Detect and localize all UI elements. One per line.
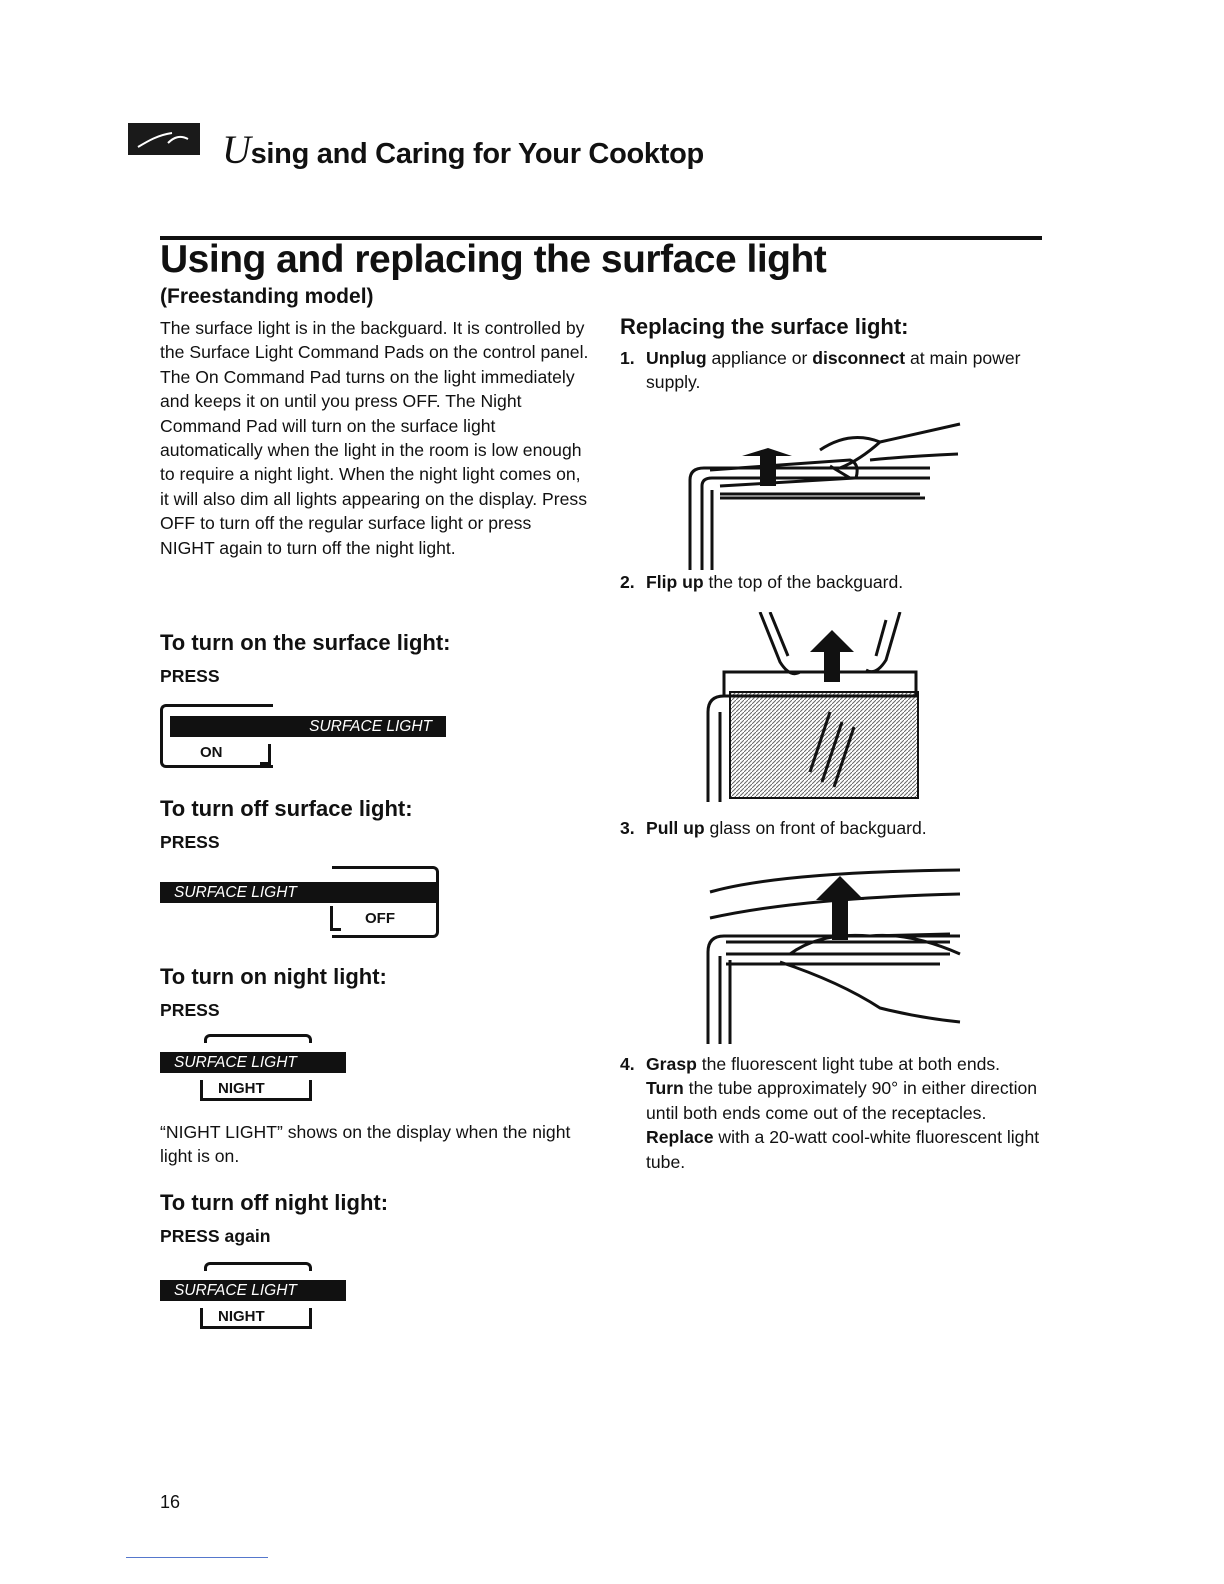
surface-light-off-pad[interactable] [160,866,444,938]
night-key: NIGHT [218,1080,265,1097]
step-2: 2. Flip up the top of the backguard. [620,572,904,592]
turn-on-heading: To turn on the surface light: [160,630,451,655]
page-number: 16 [160,1492,181,1512]
backguard-flip-illustration [700,612,930,802]
night-off-press: PRESS again [160,1226,271,1246]
step-4: 4. Grasp the fluorescent light tube at both ends. Turn the tube approximately 90° in either direction until both ends come out of the receptacles. Replace with a 20-watt cool-white fluorescent light tube. [620,1054,1040,1172]
section-title: Using and Caring for Your Cooktop [222,127,704,172]
pad-label: SURFACE LIGHT [160,1280,346,1301]
surface-light-night-off-pad[interactable] [160,1262,360,1336]
backguard-lift-illustration [680,420,970,570]
glass-pull-illustration [700,862,970,1044]
footer-line [126,1557,268,1558]
turn-off-press: PRESS [160,832,220,852]
step-3: 3. Pull up glass on front of backguard. [620,818,927,838]
pad-label: SURFACE LIGHT [160,1052,346,1073]
night-key: NIGHT [218,1308,265,1325]
on-key: ON [200,744,223,761]
turn-on-press: PRESS [160,666,220,686]
surface-light-on-pad[interactable] [160,704,450,768]
night-on-press: PRESS [160,1000,220,1020]
surface-light-night-pad[interactable] [160,1034,360,1106]
pad-bracket-right [260,744,271,765]
pad-bracket-left [330,906,341,931]
replacing-heading: Replacing the surface light: [620,314,909,339]
pad-bracket-top [204,1262,312,1271]
pad-bracket-top [204,1034,312,1043]
page-subtitle: (Freestanding model) [160,285,374,308]
night-on-heading: To turn on night light: [160,964,387,989]
intro-paragraph: The surface light is in the backguard. It is controlled by the Surface Light Command Pads on the control panel. The On Command Pad turns on the light immediately and keeps it on until you press OFF. The Night Command Pad will turn on the surface light automatically when the light in the room is low enough to require a night light. When the night light comes on, it will also dim all lights appearing on the display. Press OFF to turn off the regular surface light or press NIGHT again to turn off the night light. [160,318,589,558]
turn-off-heading: To turn off surface light: [160,796,413,821]
page-title: Using and replacing the surface light [160,238,827,281]
pad-label: SURFACE LIGHT [170,716,446,737]
night-light-note: “NIGHT LIGHT” shows on the display when the night light is on. [160,1122,571,1167]
pad-bracket [332,866,439,938]
step-1: 1. Unplug appliance or disconnect at main power supply. [620,348,1021,393]
brand-logo [128,123,200,155]
off-key: OFF [365,910,395,927]
pad-label: SURFACE LIGHT [160,882,436,903]
night-off-heading: To turn off night light: [160,1190,389,1215]
